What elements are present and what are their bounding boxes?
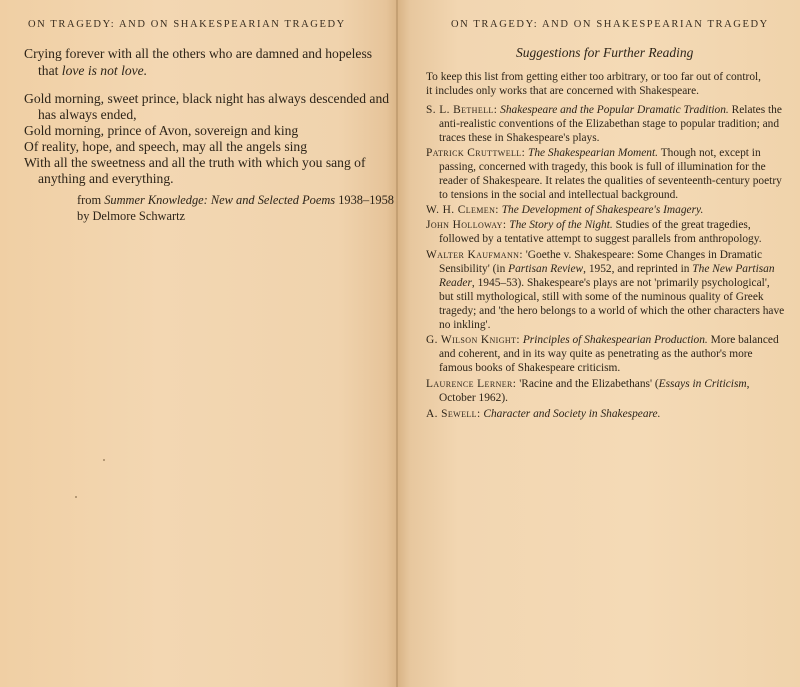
attribution-from: from	[77, 193, 102, 207]
entry-text: passing, concerned with tragedy, this book is full of illumination for the	[439, 161, 766, 173]
entry-author: Laurence Lerner:	[426, 378, 517, 390]
entry-title: The Shakespearian Moment.	[528, 147, 659, 159]
entry-title: Reader	[439, 277, 472, 289]
entry-text: Studies of the great tragedies,	[615, 219, 751, 231]
entry-text: tragedy; and 'the hero belongs to a world of which the other characters have	[439, 305, 785, 317]
entry-text-part: , 1952, and reprinted in	[583, 263, 690, 275]
entry-text: 'Goethe v. Shakespeare: Some Changes in Dramatic	[525, 249, 763, 261]
entry-text: ,	[746, 378, 750, 390]
entry-lerner	[426, 377, 749, 391]
entry-text: and coherent, and in its way quite as penetrating as the author's more	[439, 348, 753, 360]
poem-line-5: Gold morning, prince of Avon, sovereign and king	[24, 123, 299, 138]
entry-text	[439, 262, 775, 276]
entry-title: The Development of Shakespeare's Imagery.	[501, 204, 704, 216]
entry-kaufmann	[426, 248, 762, 262]
poem-line-3: Gold morning, sweet prince, black night has always descended and	[24, 91, 390, 106]
entry-title: The New Partisan	[692, 263, 775, 275]
entry-clemen	[426, 203, 703, 217]
poem-line-8: anything and everything.	[38, 171, 174, 186]
entry-text: More balanced	[710, 334, 779, 346]
entry-author: Patrick Cruttwell:	[426, 147, 526, 159]
entry-title: Principles of Shakespearian Production.	[522, 334, 708, 346]
section-title: Suggestions for Further Reading	[516, 45, 694, 60]
entry-title: Essays in Criticism	[658, 378, 747, 390]
entry-title: Partisan Review	[508, 263, 584, 275]
poem-line-2-text: that	[38, 63, 59, 78]
paper-speck	[75, 496, 77, 498]
left-page	[0, 0, 398, 687]
poem-line-1: Crying forever with all the others who are damned and hopeless	[24, 46, 373, 61]
entry-cruttwell	[426, 146, 761, 160]
paper-speck	[103, 459, 105, 461]
entry-author: W. H. Clemen:	[426, 204, 499, 216]
entry-text: Relates the	[731, 104, 782, 116]
entry-author: A. Sewell:	[426, 408, 481, 420]
poem-line-6: Of reality, hope, and speech, may all the angels sing	[24, 139, 307, 154]
entry-text	[439, 276, 770, 290]
entry-author: G. Wilson Knight:	[426, 334, 520, 346]
entry-holloway	[426, 218, 751, 232]
poem-line-2	[38, 63, 147, 79]
entry-author: John Holloway:	[426, 219, 507, 231]
right-page	[398, 0, 800, 687]
entry-title: Character and Society in Shakespeare.	[483, 408, 661, 420]
entry-text: famous books of Shakespeare criticism.	[439, 362, 621, 374]
entry-text: followed by a tentative attempt to suggest parallels from anthropology.	[439, 233, 762, 245]
entry-text: to tensions in the social and intellectual background.	[439, 189, 679, 201]
entry-author: S. L. Bethell:	[426, 104, 498, 116]
intro-line-2: it includes only works that are concerned with Shakespeare.	[426, 85, 699, 97]
entry-title: Shakespeare and the Popular Dramatic Tradition.	[500, 104, 729, 116]
entry-text-part: Sensibility' (in	[439, 263, 506, 275]
entry-text: but still mythological, still with some of the numinous quality of Greek	[439, 291, 764, 303]
poem-line-2-italic: love is not love.	[61, 63, 148, 78]
entry-text: Though not, except in	[660, 147, 761, 159]
entry-bethell	[426, 103, 782, 117]
entry-text: October 1962).	[439, 392, 508, 404]
entry-text: no inkling'.	[439, 319, 491, 331]
poem-line-4: has always ended,	[38, 107, 137, 122]
attribution-book-title: Summer Knowledge: New and Selected Poems	[104, 193, 336, 207]
entry-knight	[426, 333, 779, 347]
attribution-author: by Delmore Schwartz	[77, 209, 186, 223]
running-head-right: ON TRAGEDY: AND ON SHAKESPEARIAN TRAGEDY	[451, 19, 769, 30]
entry-author: Walter Kaufmann:	[426, 249, 523, 261]
entry-sewell	[426, 407, 660, 421]
entry-text: reader of Shakespeare. It relates the qualities of seventeenth-century poetry	[439, 175, 782, 187]
entry-text-part: , 1945–53). Shakespeare's plays are not 'primarily psychological',	[471, 277, 770, 289]
intro-line-1: To keep this list from getting either too arbitrary, or too far out of control,	[426, 71, 762, 83]
entry-title: The Story of the Night.	[509, 219, 613, 231]
attribution-years: 1938–1958	[338, 193, 394, 207]
running-head-left: ON TRAGEDY: AND ON SHAKESPEARIAN TRAGEDY	[28, 19, 346, 30]
entry-text: 'Racine and the Elizabethans' (	[519, 378, 659, 390]
entry-text: traces these in Shakespeare's plays.	[439, 132, 600, 144]
entry-text: anti-realistic conventions of the Elizabethan stage to popular tradition; and	[439, 118, 780, 130]
attribution-line-1	[77, 192, 394, 208]
poem-line-7: With all the sweetness and all the truth with which you sang of	[24, 155, 366, 170]
